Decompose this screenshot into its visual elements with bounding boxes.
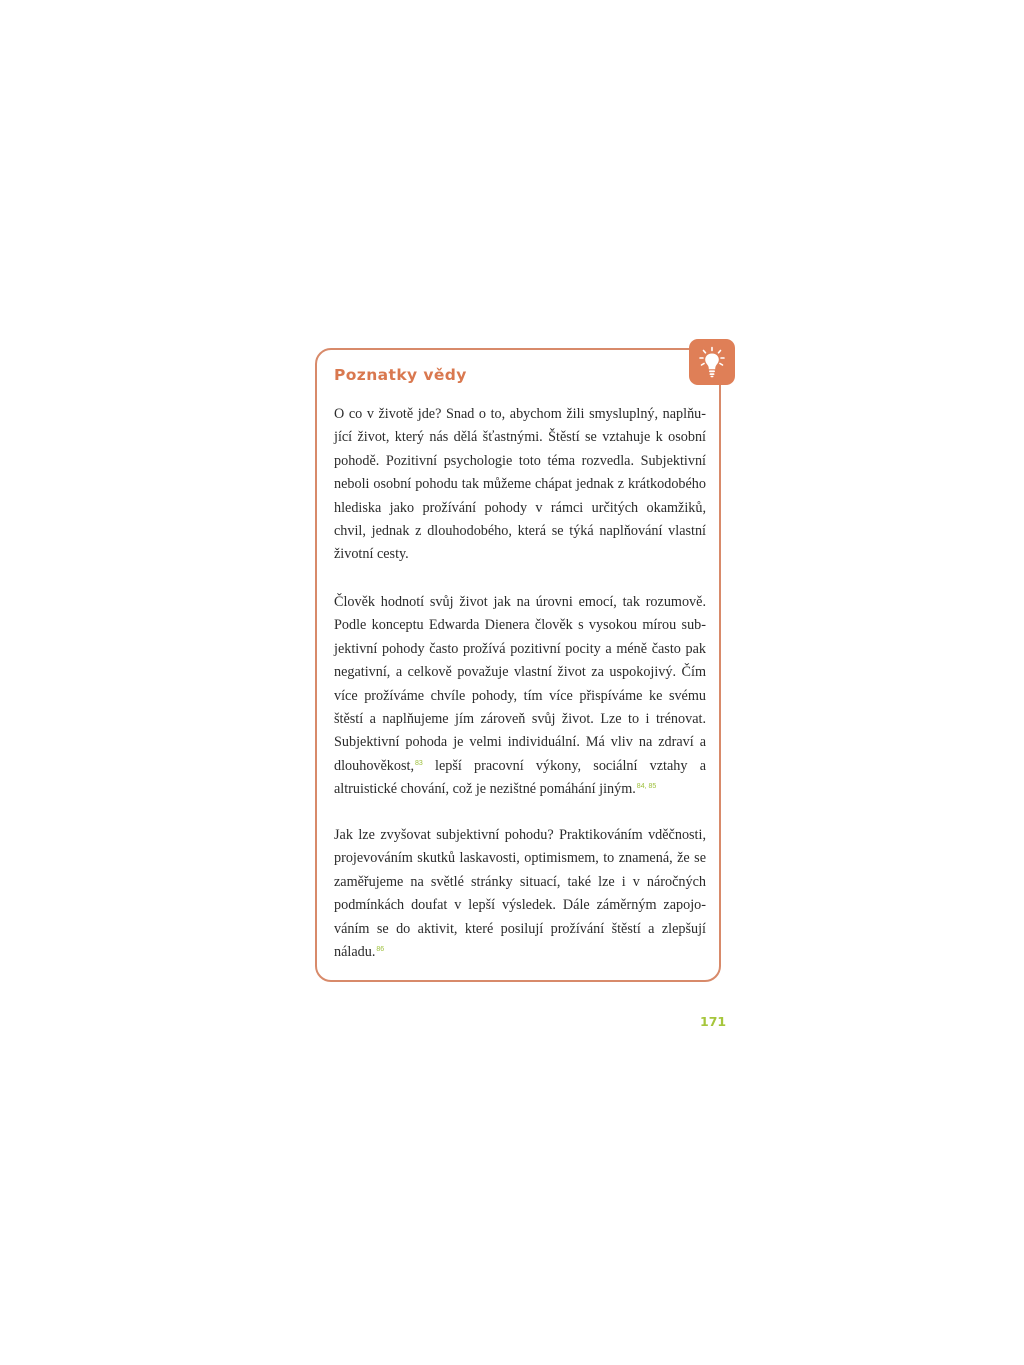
lightbulb-icon [698, 346, 726, 378]
paragraph-2-text-a: Člověk hodnotí svůj život jak na úrovni emocí, tak rozumově. Podle konceptu Edwarda Dienera člověk s vysokou mírou subjektivní pohody často prožívá pozitivní pocity a méně často pak negativní, a celkově považuje vlastní život za uspokojivý. Čím více prožíváme chvíle pohody, tím více přispíváme ke svému štěstí a naplňujeme jím zároveň svůj život. Lze to i trénovat. Subjektivní pohoda je velmi individuální. Má vliv na zdraví a dlouhověkost, [334, 594, 706, 774]
paragraph-3-text: Jak lze zvyšovat subjektivní pohodu? Praktikováním vděčnosti, projevováním skutků laskavosti, optimismem, to znamená, že se zaměřujeme na světlé stránky situací, také lze i v náročných podmínkách doufat v lepší výsledek. Dále záměrným zapojováním se do aktivit, které posilují prožívání štěstí a zlepšují náladu. [334, 827, 706, 961]
paragraph-3 [334, 824, 706, 964]
footnote-ref-83: 83 [415, 759, 423, 767]
page-number: 171 [700, 1014, 727, 1029]
lightbulb-badge [689, 339, 735, 385]
paragraph-1 [334, 403, 706, 567]
box-title: Poznatky vědy [334, 366, 467, 384]
footnote-ref-86: 86 [376, 946, 385, 954]
footnote-ref-84-85: 84, 85 [636, 783, 657, 791]
paragraph-1-text: O co v životě jde? Snad o to, abychom žili smysluplný, naplňující život, který nás dělá šťastnými. Štěstí se vztahuje k osobní pohodě. Pozitivní psychologie toto téma rozvedla. Subjektivní neboli osobní pohodu tak můžeme chápat jednak z krátkodobého hlediska jako prožívání pohody v rámci určitých okamžiků, chvil, jednak z dlouhodobého, která se týká naplňování vlastní životní cesty. [334, 406, 706, 563]
paragraph-2-text-b: lepší pracovní výkony, sociální vztahy a altruistické chování, což je nezištné pomáhání jiným. [334, 757, 706, 798]
paragraph-2 [334, 591, 706, 802]
